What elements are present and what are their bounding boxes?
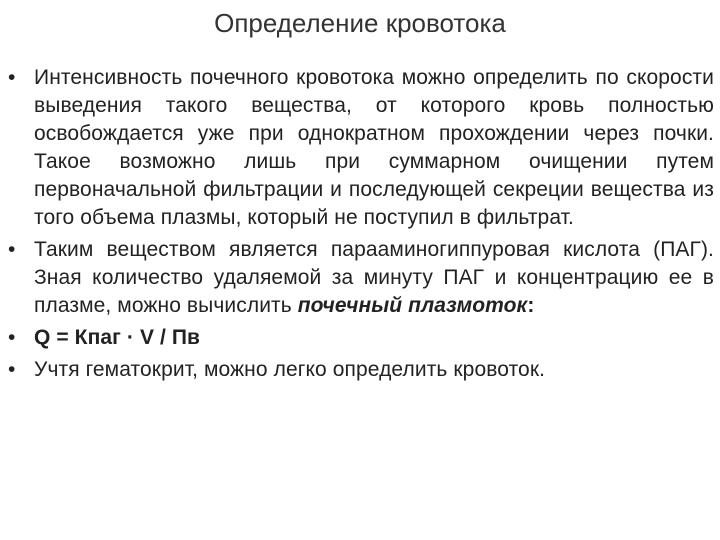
bullet-dot: •	[8, 238, 16, 261]
bullet-item	[8, 64, 714, 232]
bullet-dot: •	[8, 66, 16, 89]
bullet-item	[8, 324, 714, 352]
bullet-text: Учтя гематокрит, можно легко определить кровоток.	[34, 358, 546, 381]
bullet-dot: •	[8, 358, 16, 381]
slide-title: Определение кровотока	[214, 8, 506, 38]
bullet-dot: •	[8, 326, 16, 349]
bullet-text-container	[34, 236, 714, 320]
bullet-text: Интенсивность почечного кровотока можно определить по скорости выведения такого вещества, от которого кровь полностью освобождается уже при однократном прохождении через почки. Такое возможно лишь при суммарном очищении путем первоначальной фильтрации и последующей секреции вещества из того объема плазмы, который не поступил в фильтрат.	[34, 66, 714, 229]
bullet-item	[8, 356, 714, 384]
bullet-text: Таким веществом является парааминогиппуровая кислота (ПАГ). Зная количество удаляемой за минуту ПАГ и концентрацию ее в плазме, можно вычислить	[34, 238, 714, 317]
emphasis-colon: :	[527, 294, 535, 317]
bullet-list	[8, 64, 714, 384]
formula-text: Q = Кпаг · V / Пв	[34, 326, 201, 349]
emphasis-term: почечный плазмоток	[297, 294, 528, 317]
bullet-item	[8, 236, 714, 320]
